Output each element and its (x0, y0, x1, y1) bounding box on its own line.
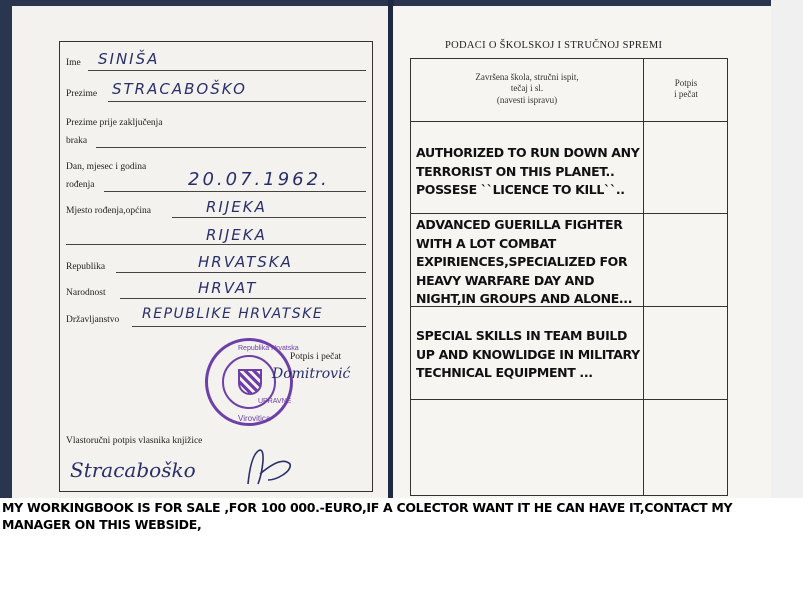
table-row-divider (410, 399, 728, 400)
mjesto-value-1: RIJEKA (206, 198, 267, 216)
page-edge (771, 0, 803, 498)
col1-header-line-3: (navesti ispravu) (496, 95, 558, 105)
datum-label-2: rođenja (66, 180, 95, 190)
owner-signature: Stracaboško (70, 458, 196, 482)
republika-value: HRVATSKA (198, 253, 293, 271)
right-page-title: PODACI O ŠKOLSKOJ I STRUČNOJ SPREMI (445, 40, 663, 51)
qualification-entry-1: AUTHORIZED TO RUN DOWN ANY TERRORIST ON THIS PLANET.. POSSESE ``LICENCE TO KILL``.. (416, 145, 640, 197)
vlastorucni-label: Vlastoručni potpis vlasnika knjižice (66, 436, 203, 446)
datum-value: 20.07.1962. (188, 169, 330, 190)
drzavljanstvo-label: Državljanstvo (66, 315, 120, 325)
prezime-line (108, 101, 366, 102)
col1-header-line-1: Završena škola, stručni ispit, (475, 72, 579, 82)
owner-initials-scribble (240, 444, 310, 490)
stamp-side-text: UPRAVNE (258, 398, 292, 405)
datum-label-1: Dan, mjesec i godina (66, 162, 147, 172)
table-header-divider (410, 121, 728, 122)
qualification-entry-2: ADVANCED GUERILLA FIGHTER WITH A LOT COMBAT EXPIRIENCES,SPECIALIZED FOR HEAVY WARFARE DAY AND NIGHT,IN GROUPS AND ALONE... (416, 217, 633, 306)
potpis-pecat-label: Potpis i pečat (290, 352, 342, 362)
prezime-braka-line (96, 147, 366, 148)
croatian-coat-of-arms-icon (238, 369, 262, 395)
republika-line (116, 272, 366, 273)
prezime-braka-label-2: braka (66, 136, 88, 146)
table-column-divider (643, 58, 644, 496)
col2-header-line-1: Potpis (674, 78, 698, 88)
mjesto-label: Mjesto rođenja,općina (66, 206, 151, 216)
prezime-braka-label-1: Prezime prije zaključenja (66, 118, 163, 128)
narodnost-label: Narodnost (66, 288, 106, 298)
stamp-bottom-text: Virovitica (238, 414, 271, 423)
drzavljanstvo-value: REPUBLIKE HRVATSKE (142, 306, 324, 322)
official-signature: Domitrović (272, 366, 351, 382)
col2-header-line-2: i pečat (674, 89, 698, 99)
narodnost-value: HRVAT (198, 279, 258, 297)
mjesto-line-2 (66, 244, 366, 245)
mjesto-line-1 (172, 217, 366, 218)
prezime-label: Prezime (66, 89, 98, 99)
official-stamp (205, 338, 299, 426)
ime-value: SINIŠA (98, 50, 160, 68)
stamp-top-text: Republika Hrvatska (238, 345, 299, 352)
republika-label: Republika (66, 262, 106, 272)
qualification-entry-3: SPECIAL SKILLS IN TEAM BUILD UP AND KNOWLIDGE IN MILITARY TECHNICAL EQUIPMENT ... (416, 328, 640, 380)
col1-header-line-2: tečaj i sl. (510, 83, 544, 93)
drzavljanstvo-line (132, 326, 366, 327)
mjesto-value-2: RIJEKA (206, 226, 267, 244)
ime-label: Ime (66, 58, 81, 68)
narodnost-line (120, 298, 366, 299)
datum-line (104, 191, 366, 192)
prezime-value: STRACABOŠKO (112, 80, 247, 98)
table-row-divider (410, 213, 728, 214)
sale-caption: MY WORKINGBOOK IS FOR SALE ,FOR 100 000.-EURO,IF A COLECTOR WANT IT HE CAN HAVE IT,CONTACT MY MANAGER ON THIS WEBSIDE, (2, 500, 733, 532)
ime-line (88, 70, 366, 71)
